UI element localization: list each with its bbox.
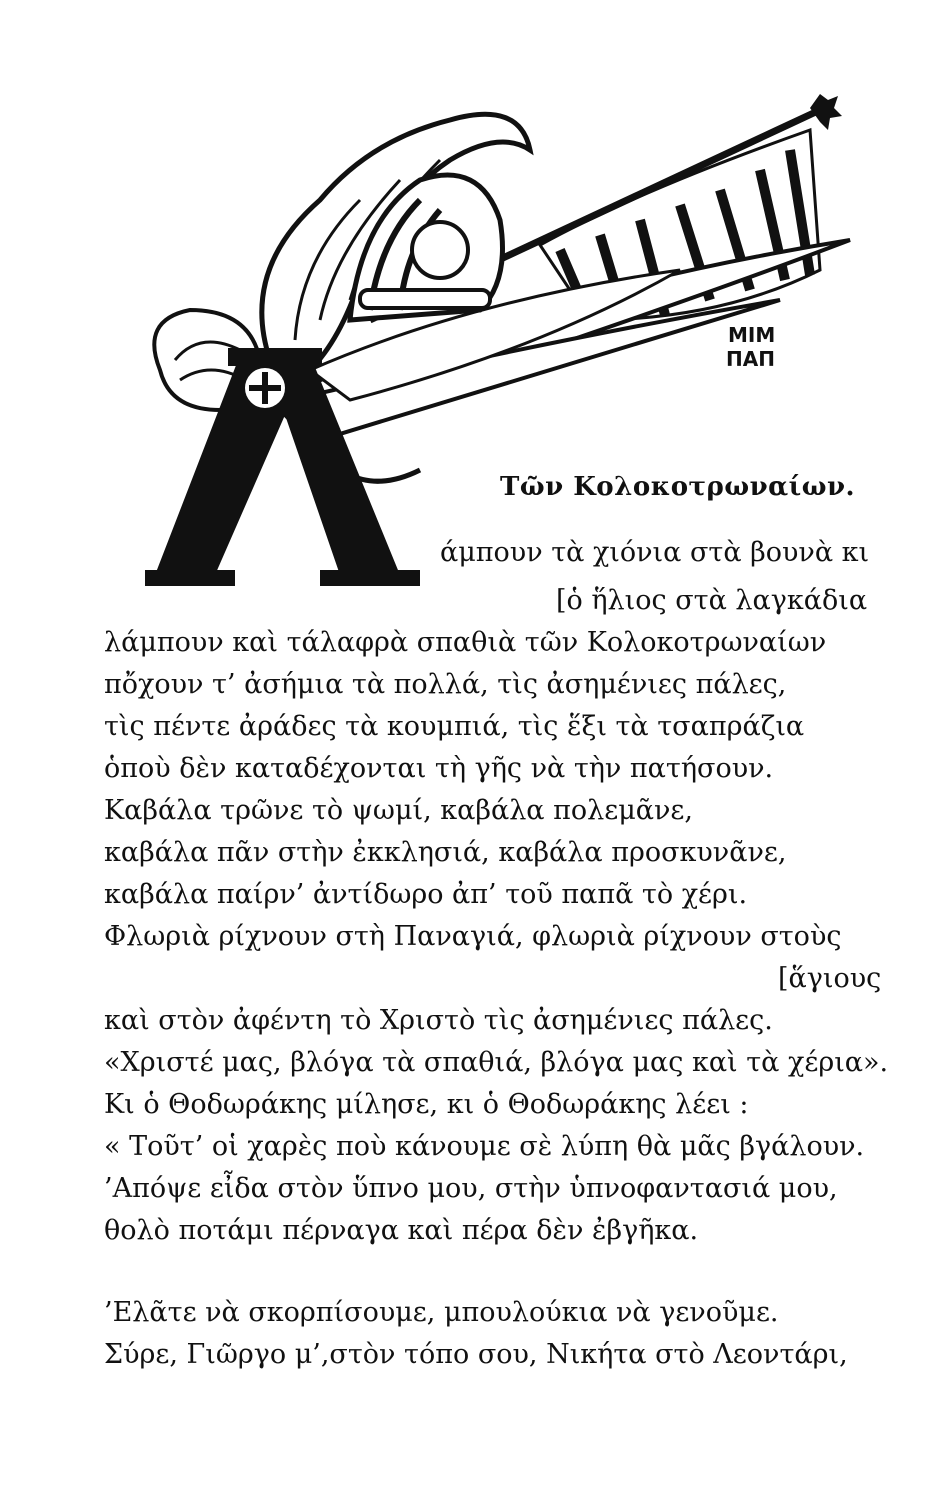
poem-line: θολὸ ποτάμι πέρναγα καὶ πέρα δὲν ἐβγῆκα. [104, 1215, 699, 1246]
poem-line: [ὁ ἥλιος στὰ λαγκάδια [556, 585, 868, 616]
poem-line: Φλωριὰ ρίχνουν στὴ Παναγιά, φλωριὰ ρίχνουν στοὺς [104, 921, 842, 952]
poem-line: καβάλα παίρν’ ἀντίδωρο ἀπ’ τοῦ παπᾶ τὸ χέρι. [104, 879, 748, 910]
poem-line: πὄχουν τ’ ἀσήμια τὰ πολλά, τὶς ἀσημένιες πάλες, [104, 669, 787, 700]
helmet-rosette [412, 222, 468, 278]
poem-line: Κι ὁ Θοδωράκης μίλησε, κι ὁ Θοδωράκης λέει : [104, 1089, 749, 1120]
decorative-drop-cap-drawing [120, 70, 880, 610]
poem-line: ’Ελᾶτε νὰ σκορπίσουμε, μπουλούκια νὰ γενοῦμε. [104, 1297, 779, 1328]
helmet-swords-flag-illustration [120, 70, 880, 610]
drop-cap-serif-left [145, 570, 235, 586]
drop-cap-serif-top [228, 348, 322, 366]
drop-cap-serif-right [320, 570, 420, 586]
poem-line: τὶς πέντε ἀράδες τὰ κουμπιά, τὶς ἕξι τὰ τσαπράζια [104, 711, 805, 742]
poem-line: ’Απόψε εἶδα στὸν ὕπνο μου, στὴν ὑπνοφαντασιά μου, [104, 1173, 838, 1204]
poem-line: καὶ στὸν ἀφέντη τὸ Χριστὸ τὶς ἀσημένιες πάλες. [104, 1005, 773, 1036]
poem-line: ὁποὺ δὲν καταδέχονται τὴ γῆς νὰ τὴν πατήσουν. [104, 753, 774, 784]
poem-line: «Χριστέ μας, βλόγα τὰ σπαθιά, βλόγα μας καὶ τὰ χέρια». [104, 1047, 889, 1078]
poem-line: [ἅγιους [778, 963, 882, 994]
helmet-band [360, 290, 490, 308]
poem-line: λάμπουν καὶ τάλαφρὰ σπαθιὰ τῶν Κολοκοτρωναίων [104, 627, 827, 658]
artist-signature-line1: ΜΙΜ [728, 323, 776, 347]
poem-line: Σύρε, Γιῶργο μ’,στὸν τόπο σου, Νικήτα στὸ Λεοντάρι, [104, 1339, 848, 1370]
poem-line: Καβάλα τρῶνε τὸ ψωμί, καβάλα πολεμᾶνε, [104, 795, 693, 826]
poem-line: άμπουν τὰ χιόνια στὰ βουνὰ κι [440, 537, 870, 568]
pole-finial-icon [810, 94, 842, 130]
poem-line: « Τοῦτ’ οἱ χαρὲς ποὺ κάνουμε σὲ λύπη θὰ μᾶς βγάλουν. [104, 1131, 865, 1162]
poem-line: καβάλα πᾶν στὴν ἐκκλησιά, καβάλα προσκυνᾶνε, [104, 837, 787, 868]
poem-title: Τῶν Κολοκοτρωναίων. [500, 472, 856, 502]
artist-signature-line2: ΠΑΠ [726, 347, 775, 371]
